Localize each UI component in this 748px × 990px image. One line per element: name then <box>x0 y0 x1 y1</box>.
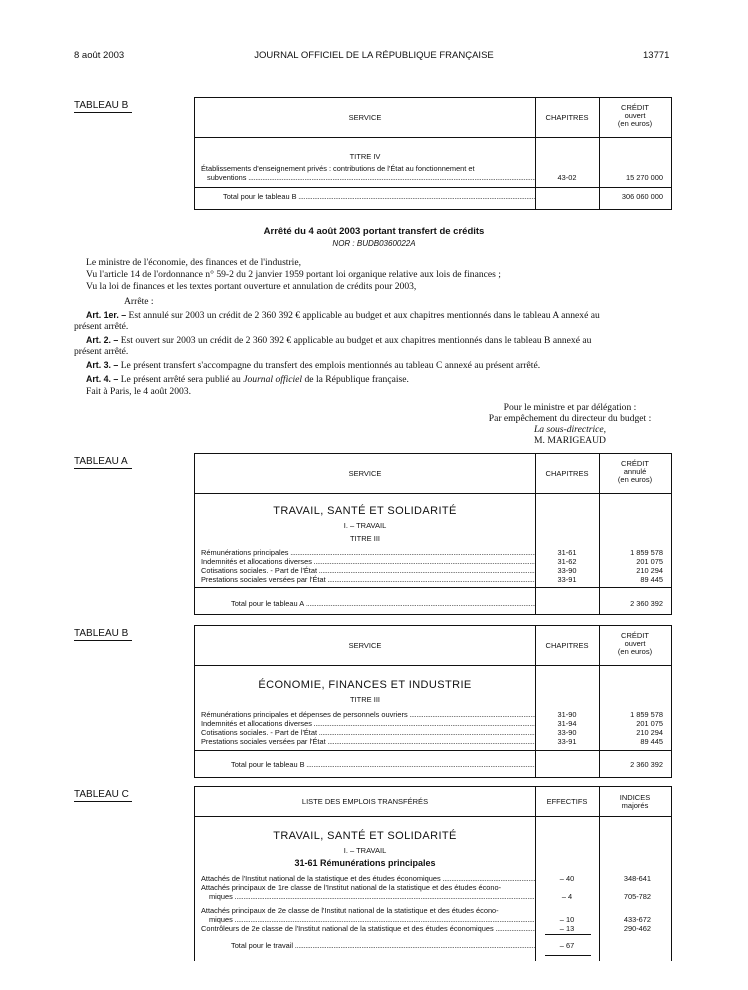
titre-label: TITRE IV <box>349 152 381 161</box>
signature-line2: Par empêchement du directeur du budget : <box>488 413 652 424</box>
col-chapitres: CHAPITRES <box>545 641 589 650</box>
table-a: SERVICE CHAPITRES CRÉDIT annulé (en euros) TRAVAIL, SANTÉ ET SOLIDARITÉ I. – TRAVAIL TITRE III Rémunérations principales ..... 31-61 1 859 578 Indemnités et allocations diverses ..... 31-62 201 075 Cotisations sociales. - Part de l'État ..... 33-90 210 294 Prestations sociales versées par l'État ..... 33-91 89 445 Total pour le tableau A ..... 2 360 392 <box>194 453 672 615</box>
col-chapitres: CHAPITRES <box>545 113 589 122</box>
arrete-title: Arrêté du 4 août 2003 portant transfert de crédits <box>263 226 485 237</box>
col-service: SERVICE <box>348 641 382 650</box>
article-3: Art. 3. – Le présent transfert s'accompagne du transfert des emplois mentionnés au tableau C annexé au présent arrêté. <box>86 360 541 371</box>
table-b2: SERVICE CHAPITRES CRÉDIT ouvert (en euros) ÉCONOMIE, FINANCES ET INDUSTRIE TITRE III Rémunérations principales et dépenses de personnels ouvriers ..... 31-90 1 859 578 Indemnités et allocations diverses ..... 31-94 201 075 Cotisations sociales. - Part de l'État ..... 33-90 210 294 Prestations sociales versées par l'État ..... 33-91 89 445 Total pour le tableau B ..... 2 360 392 <box>194 625 672 778</box>
header-date: 8 août 2003 <box>74 50 125 61</box>
header-journal-title: JOURNAL OFFICIEL DE LA RÉPUBLIQUE FRANÇAISE <box>254 50 494 61</box>
ministry-title: TRAVAIL, SANTÉ ET SOLIDARITÉ <box>273 505 457 517</box>
col-service: SERVICE <box>348 113 382 122</box>
ministry-title: TRAVAIL, SANTÉ ET SOLIDARITÉ <box>273 830 457 842</box>
col-service: SERVICE <box>348 469 382 478</box>
table-c-label: TABLEAU C <box>74 789 132 802</box>
col-credit: CRÉDIT ouvert (en euros) <box>617 103 653 128</box>
col-chapitres: CHAPITRES <box>545 469 589 478</box>
signature-line1: Pour le ministre et par délégation : <box>503 402 637 413</box>
article-1: Art. 1er. – Est annulé sur 2003 un crédit de 2 360 392 € applicable au budget et aux chapitres mentionnés dans le tableau A annexé au <box>86 310 600 321</box>
header-page-number: 13771 <box>643 50 670 61</box>
article-4: Art. 4. – Le présent arrêté sera publié au Journal officiel de la République française. <box>86 374 409 385</box>
col-effectifs: EFFECTIFS <box>546 797 588 806</box>
col-credit: CRÉDIT annulé (en euros) <box>617 459 653 484</box>
signature-line3: La sous-directrice, <box>533 424 607 435</box>
col-credit: CRÉDIT ouvert (en euros) <box>617 631 653 656</box>
ministry-title: ÉCONOMIE, FINANCES ET INDUSTRIE <box>258 679 472 691</box>
col-indices: INDICES majorés <box>619 793 651 810</box>
section-label: I. – TRAVAIL <box>343 846 387 855</box>
table-b2-label: TABLEAU B <box>74 628 132 641</box>
section-label: I. – TRAVAIL <box>343 521 387 530</box>
titre-label: TITRE III <box>350 695 380 704</box>
table-a-label: TABLEAU A <box>74 456 132 469</box>
nor-reference: NOR : BUDB0360022A <box>332 239 416 248</box>
signatory-name: M. MARIGEAUD <box>534 435 606 446</box>
table-b1: SERVICE CHAPITRES CRÉDIT ouvert (en euros) TITRE IV Établissements d'enseignement privés : contributions de l'État au fonctionnement et subventions ..... 43-02 15 270 000 Total pour le tableau B ..... 306 060 000 <box>194 97 672 210</box>
col-liste: LISTE DES EMPLOIS TRANSFÉRÉS <box>301 797 429 806</box>
chapter-title: 31-61 Rémunérations principales <box>294 858 436 868</box>
row-label-line1: Établissements d'enseignement privés : contributions de l'État au fonctionnement et <box>201 164 475 173</box>
table-c: LISTE DES EMPLOIS TRANSFÉRÉS EFFECTIFS INDICES majorés TRAVAIL, SANTÉ ET SOLIDARITÉ I. – TRAVAIL 31-61 Rémunérations principales Attachés de l'Institut national de la statistique et des études économiques ..... – 40 348-641 Attachés principaux de 1re classe de l'Institut national de la statistique et des études écono- miques ..... – 4 705-782 Attachés principaux de 2e classe de l'Institut national de la statistique et des études écono- miques ..... – 10 433-672 Contrôleurs de 2e classe de l'Institut national de la statistique et des études économiques ..... – 13 290-462 Total pour le travail ..... – 67 <box>194 786 672 961</box>
table-b1-label: TABLEAU B <box>74 100 132 113</box>
titre-label: TITRE III <box>350 534 380 543</box>
article-2: Art. 2. – Est ouvert sur 2003 un crédit de 2 360 392 € applicable au budget et aux chapitres mentionnés dans le tableau B annexé au <box>86 335 592 346</box>
